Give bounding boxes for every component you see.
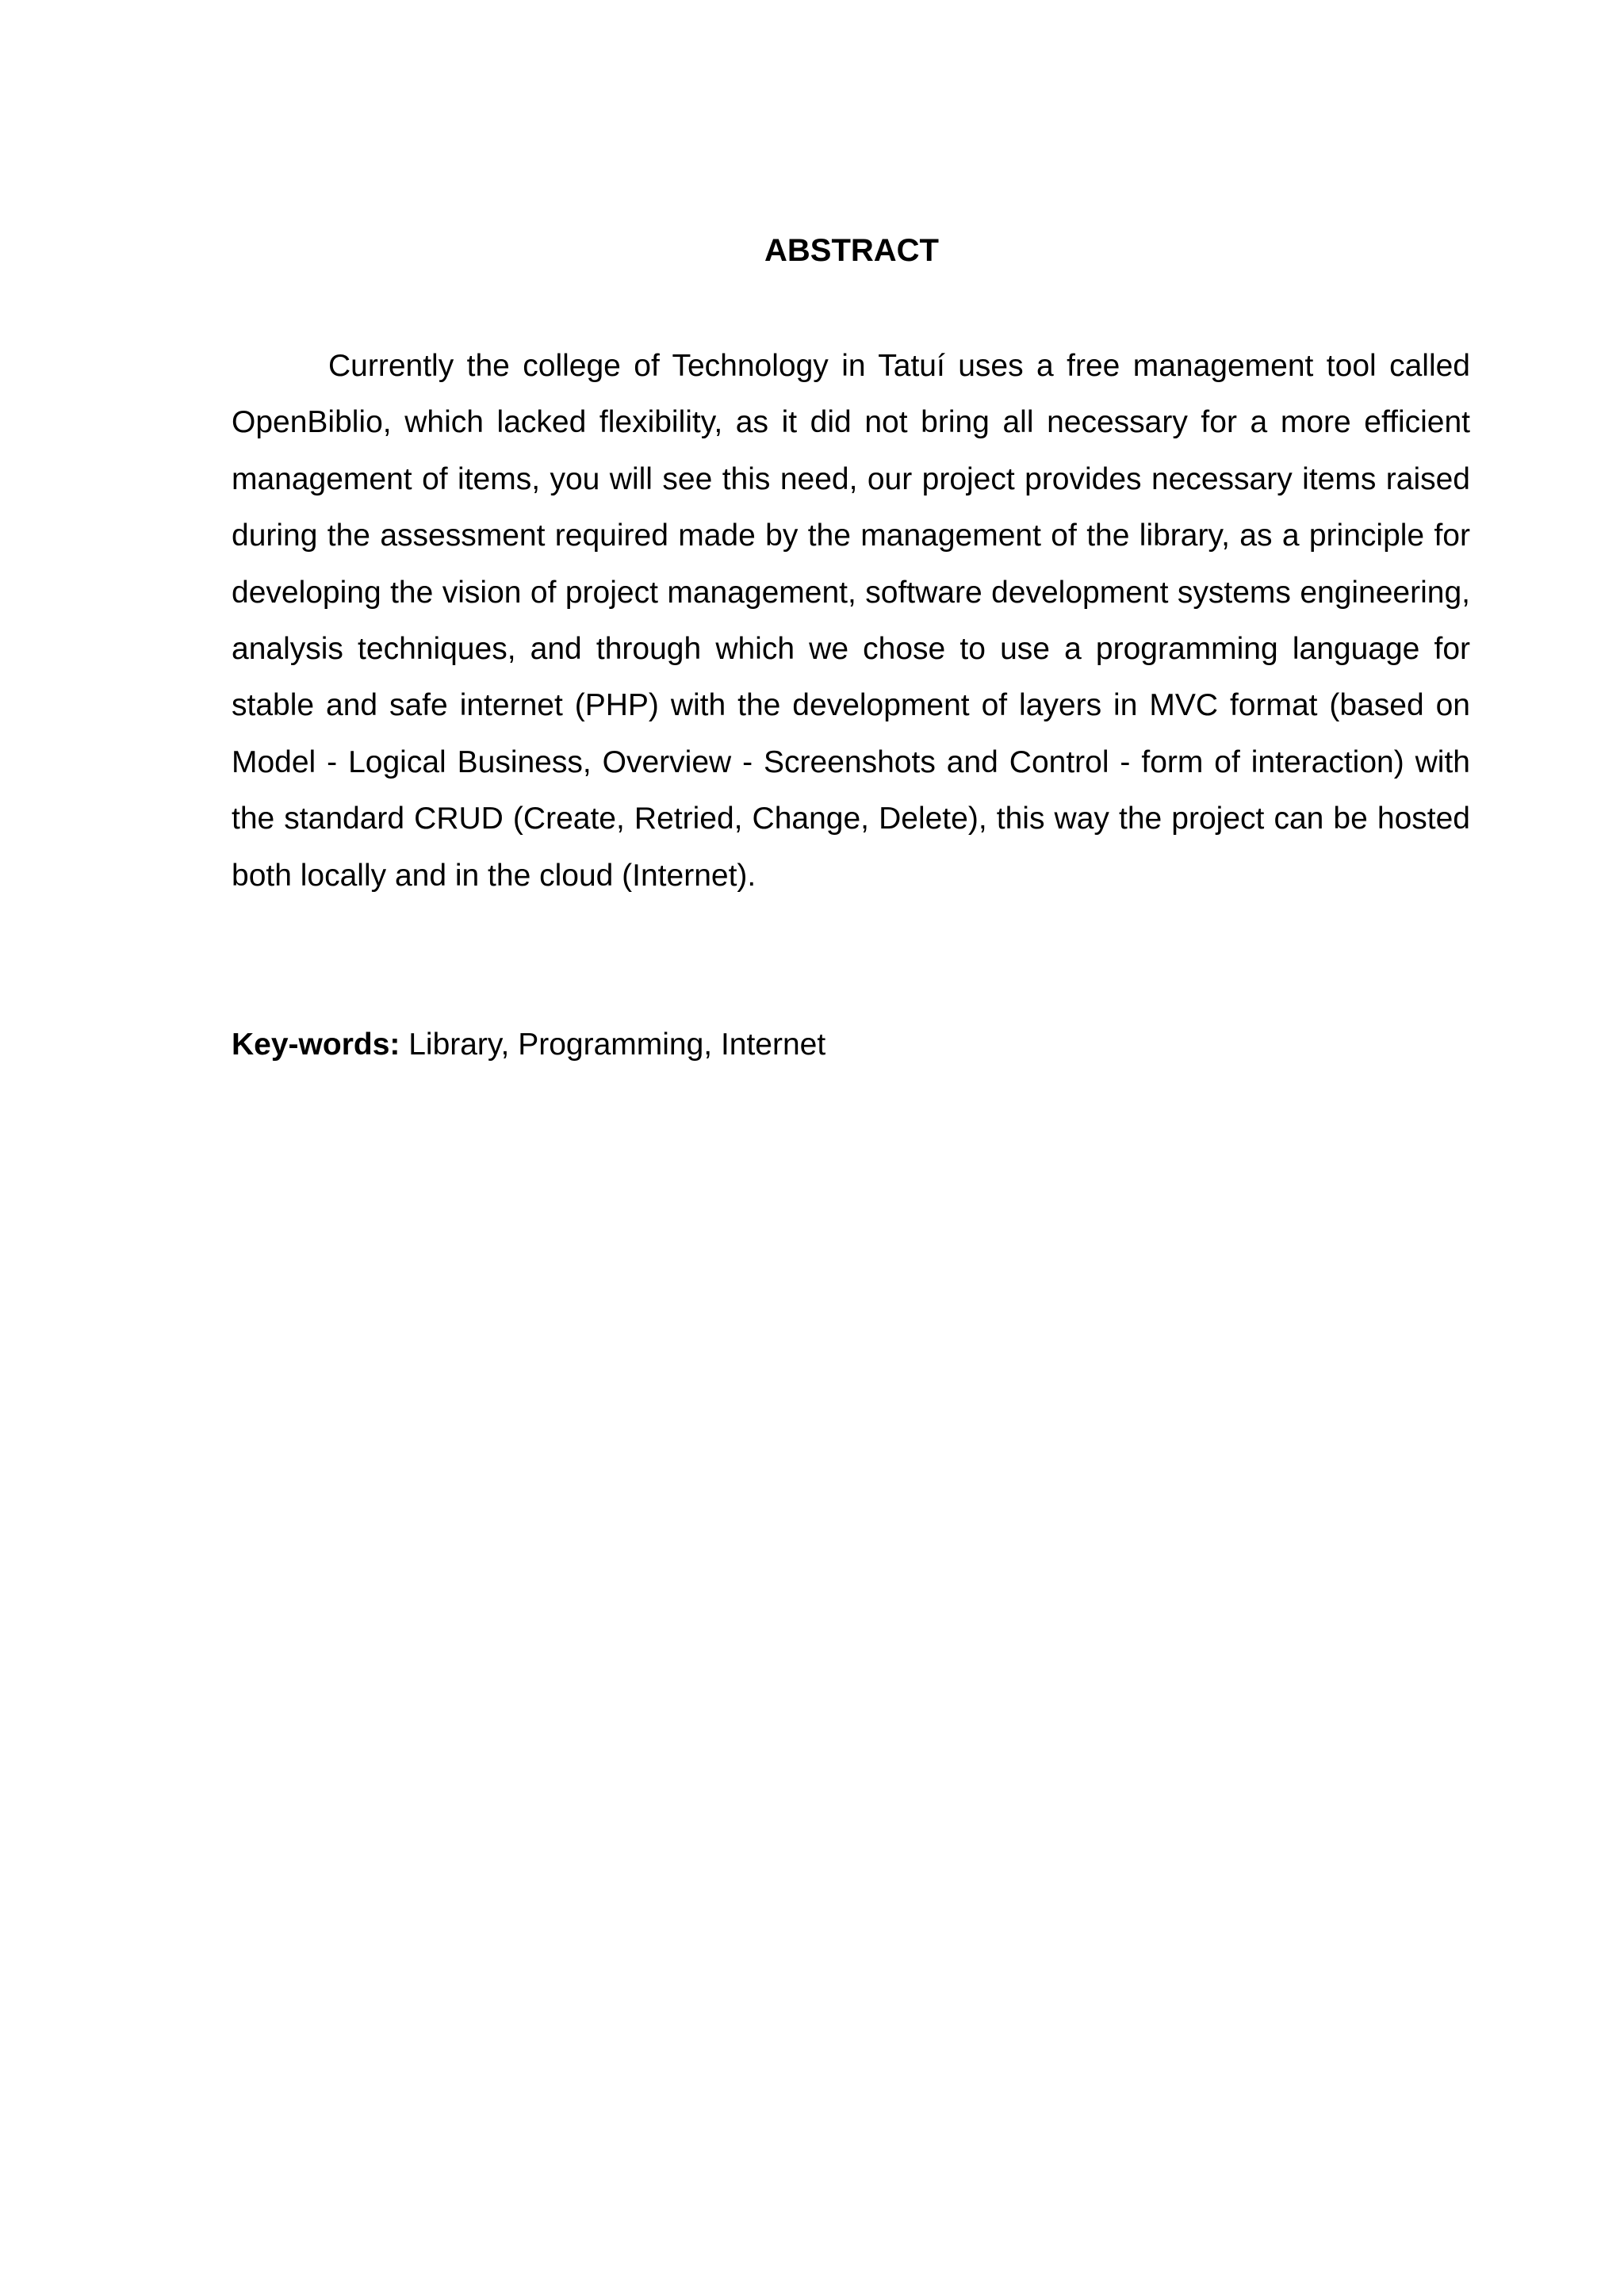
keywords-line	[232, 1016, 1470, 1073]
abstract-paragraph: Currently the college of Technology in Tatuí uses a free management tool called OpenBiblio, which lacked flexibility, as it did not bring all necessary for a more efficient management of items, you will see this need, our project provides necessary items raised during the assessment required made by the management of the library, as a principle for developing the vision of project management, software development systems engineering, analysis techniques, and through which we chose to use a programming language for stable and safe internet (PHP) with the development of layers in MVC format (based on Model - Logical Business, Overview - Screenshots and Control - form of interaction) with the standard CRUD (Create, Retried, Change, Delete), this way the project can be hosted both locally and in the cloud (Internet).	[232, 349, 1470, 893]
abstract-heading: ABSTRACT	[764, 233, 939, 268]
keywords-label: Key-words:	[232, 1027, 400, 1062]
keywords-value: Library, Programming, Internet	[400, 1027, 826, 1062]
